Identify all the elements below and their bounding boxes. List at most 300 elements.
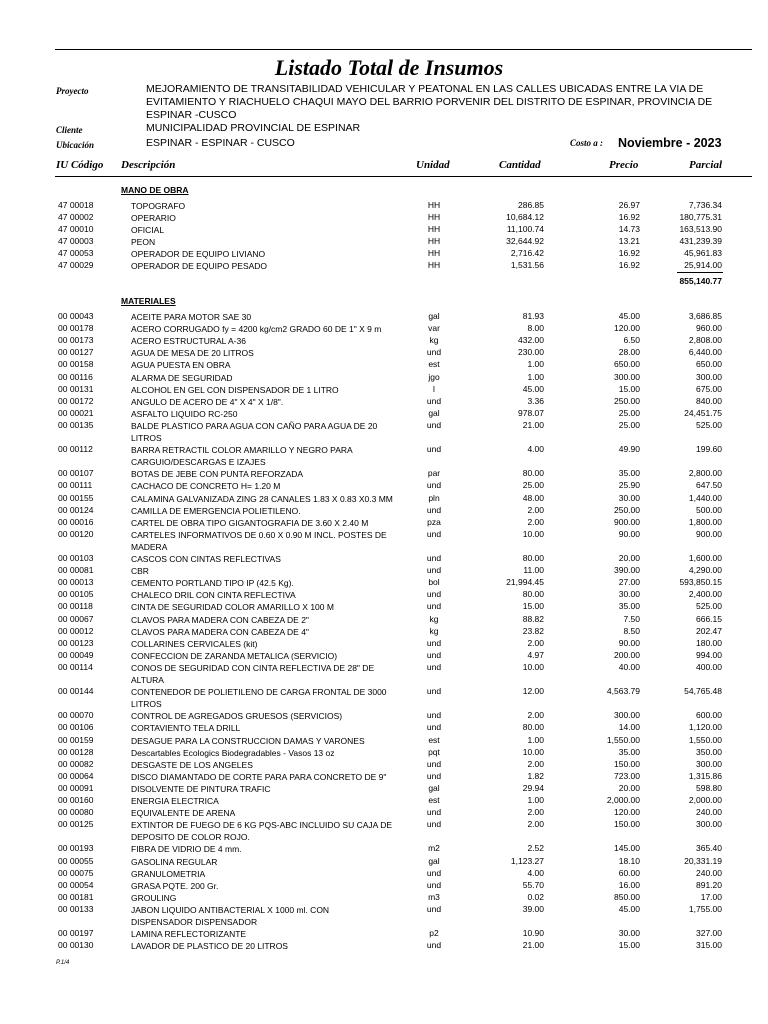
item-unit: und	[426, 940, 442, 951]
item-price: 14.00	[618, 722, 640, 733]
table-row	[0, 868, 768, 880]
item-code: 00 00112	[58, 444, 93, 455]
item-unit: l	[433, 383, 435, 394]
item-quantity: 80.00	[522, 468, 544, 479]
item-description: CARTELES INFORMATIVOS DE 0.60 X 0.90 M INCL. POSTES DE MADERA	[131, 529, 387, 552]
item-quantity: 10.00	[522, 661, 544, 672]
item-unit: est	[428, 795, 440, 805]
item-partial: 525.00	[696, 601, 722, 612]
item-unit: HH	[427, 248, 441, 258]
item-description: EXTINTOR DE FUEGO DE 6 KG PQS-ABC INCLUIDO SU CAJA DE DEPOSITO DE COLOR ROJO.	[131, 820, 393, 843]
item-partial: 45,961.83	[684, 248, 722, 258]
item-partial: 1,315.86	[688, 770, 722, 781]
item-price: 25.00	[618, 419, 640, 430]
item-code: 00 00106	[58, 722, 94, 733]
item-quantity: 8.00	[527, 323, 544, 334]
item-description: COLLARINES CERVICALES (kit)	[131, 638, 258, 649]
item-code: 00 00116	[58, 371, 93, 382]
item-quantity: 2.00	[527, 504, 544, 515]
item-description: ACEITE PARA MOTOR SAE 30	[131, 312, 252, 322]
table-row	[0, 384, 768, 396]
table-row	[0, 359, 768, 371]
table-row	[0, 260, 768, 272]
item-description: PEON	[131, 237, 156, 247]
table-row	[0, 759, 768, 771]
item-description: CLAVOS PARA MADERA CON CABEZA DE 2"	[131, 614, 309, 625]
item-price: 20.00	[618, 553, 640, 563]
item-description: BALDE PLASTICO PARA AGUA CON CAÑO PARA AGUA DE 20 LITROS	[131, 420, 378, 443]
item-unit: und	[426, 444, 442, 455]
item-price: 900.00	[614, 516, 640, 527]
item-unit: kg	[429, 335, 439, 346]
page-number: P.1/4	[56, 960, 70, 966]
item-unit: und	[426, 661, 442, 672]
item-unit: und	[426, 819, 442, 830]
table-row	[0, 236, 768, 248]
item-description: Descartables Ecologics Biodegradables - Vasos 13 oz	[131, 747, 335, 758]
item-unit: kg	[429, 625, 439, 636]
item-price: 20.00	[618, 782, 640, 793]
item-description: CONOS DE SEGURIDAD CON CINTA REFLECTIVA DE 28" DE ALTURA	[131, 662, 375, 685]
item-code: 00 00173	[58, 335, 94, 346]
table-row	[0, 638, 768, 650]
item-price: 15.00	[618, 383, 640, 394]
table-row	[0, 722, 768, 734]
item-code: 00 00012	[58, 625, 94, 636]
item-quantity: 1.00	[527, 795, 544, 805]
item-description: CBR	[131, 566, 149, 577]
item-price: 300.00	[614, 371, 640, 382]
item-description: BOTAS DE JEBE CON PUNTA REFORZADA	[131, 469, 304, 480]
item-partial: 1,440.00	[688, 492, 722, 503]
table-row	[0, 444, 768, 468]
table-row	[0, 819, 768, 843]
item-description: GASOLINA REGULAR	[131, 856, 218, 867]
item-price: 28.00	[618, 347, 640, 358]
item-description: JABON LIQUIDO ANTIBACTERIAL X 1000 ml. CON DISPENSADOR DISPENSADOR	[131, 904, 330, 927]
item-quantity: 11,100.74	[506, 224, 544, 234]
item-partial: 350.00	[696, 746, 722, 757]
item-code: 00 00103	[58, 553, 94, 563]
item-description: CONTENEDOR DE POLIETILENO DE CARGA FRONTAL DE 3000 LITROS	[131, 687, 387, 710]
col-descripcion: Descripción	[121, 159, 176, 171]
table-row	[0, 577, 768, 589]
item-quantity: 32,644.92	[506, 236, 544, 246]
item-quantity: 10,684.12	[506, 212, 544, 222]
item-code: 00 00114	[58, 661, 93, 672]
item-description: OFICIAL	[131, 225, 165, 235]
col-unidad: Unidad	[416, 159, 450, 171]
table-row	[0, 372, 768, 384]
item-code: 47 00029	[58, 260, 94, 270]
item-code: 00 00021	[58, 407, 94, 418]
item-code: 00 00131	[58, 383, 94, 394]
item-code: 00 00135	[58, 419, 94, 430]
item-code: 00 00091	[58, 782, 94, 793]
item-partial: 24,451.75	[684, 407, 722, 418]
item-price: 145.00	[614, 843, 640, 854]
item-description: CHALECO DRIL CON CINTA REFLECTIVA	[131, 590, 296, 601]
item-unit: und	[426, 807, 442, 818]
table-row	[0, 565, 768, 577]
item-price: 15.00	[618, 940, 640, 951]
item-code: 00 00080	[58, 807, 94, 818]
item-quantity: 230.00	[518, 347, 544, 358]
item-description: CALAMINA GALVANIZADA ZING 28 CANALES 1.83 X 0.83 X0.3 MM	[131, 493, 393, 504]
item-description: LAMINA REFLECTORIZANTE	[131, 929, 247, 940]
item-code: 00 00144	[58, 686, 94, 697]
item-price: 90.00	[618, 637, 640, 648]
item-price: 650.00	[614, 359, 640, 370]
item-price: 45.00	[618, 903, 640, 914]
item-unit: und	[426, 565, 442, 576]
item-partial: 17.00	[700, 891, 722, 902]
item-price: 49.90	[618, 444, 640, 455]
table-row	[0, 396, 768, 408]
table-row	[0, 880, 768, 892]
item-unit: gal	[428, 855, 440, 866]
item-price: 2,000.00	[606, 795, 640, 805]
item-quantity: 1.00	[527, 734, 544, 745]
item-quantity: 21,994.45	[506, 577, 544, 588]
costo-date: Noviembre - 2023	[618, 136, 722, 150]
item-unit: HH	[427, 200, 441, 210]
table-row	[0, 795, 768, 807]
item-code: 00 00055	[58, 855, 94, 866]
table-row	[0, 710, 768, 722]
item-price: 60.00	[618, 867, 640, 878]
item-price: 300.00	[614, 710, 640, 721]
item-quantity: 80.00	[522, 553, 544, 563]
item-unit: bol	[428, 577, 440, 588]
item-description: OPERARIO	[131, 213, 176, 223]
item-unit: m2	[428, 843, 440, 854]
table-row	[0, 480, 768, 492]
item-price: 8.50	[623, 625, 640, 636]
item-description: CACHACO DE CONCRETO H= 1.20 M	[131, 481, 281, 492]
item-code: 47 00018	[58, 200, 94, 210]
item-code: 00 00123	[58, 637, 94, 648]
item-price: 16.00	[618, 879, 640, 890]
table-row	[0, 601, 768, 613]
table-row	[0, 408, 768, 420]
item-description: BARRA RETRACTIL COLOR AMARILLO Y NEGRO PARA CARGUIO/DESCARGAS E IZAJES	[131, 445, 353, 468]
table-row	[0, 807, 768, 819]
item-partial: 500.00	[696, 504, 722, 515]
item-description: ALCOHOL EN GEL CON DISPENSADOR DE 1 LITRO	[131, 384, 339, 395]
item-unit: pza	[427, 516, 441, 527]
item-code: 00 00120	[58, 528, 94, 539]
item-quantity: 2.00	[527, 819, 544, 830]
item-partial: 2,000.00	[688, 795, 722, 805]
item-quantity: 11.00	[523, 565, 544, 576]
item-unit: und	[426, 528, 442, 539]
section-materiales: MATERIALES	[121, 296, 176, 306]
proyecto-line: ESPINAR -CUSCO	[146, 109, 237, 121]
item-unit: gal	[428, 311, 440, 321]
table-row	[0, 528, 768, 552]
section-mano-de-obra: MANO DE OBRA	[121, 185, 189, 195]
item-partial: 6,440.00	[688, 347, 722, 358]
item-quantity: 2.00	[527, 637, 544, 648]
item-unit: und	[426, 879, 442, 890]
item-partial: 900.00	[696, 528, 722, 539]
item-description: ASFALTO LIQUIDO RC-250	[131, 408, 238, 419]
item-unit: est	[428, 359, 440, 370]
item-description: ANGULO DE ACERO DE 4" X 4" X 1/8".	[131, 396, 284, 407]
item-price: 850.00	[614, 891, 640, 902]
table-row	[0, 419, 768, 443]
item-code: 00 00124	[58, 504, 94, 515]
item-description: FIBRA DE VIDRIO DE 4 mm.	[131, 844, 242, 855]
table-row	[0, 940, 768, 952]
item-partial: 675.00	[696, 383, 722, 394]
item-unit: und	[426, 589, 442, 600]
table-row	[0, 224, 768, 236]
table-row	[0, 335, 768, 347]
item-price: 90.00	[618, 528, 640, 539]
table-row	[0, 892, 768, 904]
item-code: 00 00133	[58, 903, 94, 914]
table-row	[0, 468, 768, 480]
item-description: DISCO DIAMANTADO DE CORTE PARA PARA CONCRETO DE 9"	[131, 771, 387, 782]
item-quantity: 23.82	[522, 625, 544, 636]
item-quantity: 2.00	[527, 516, 544, 527]
item-partial: 300.00	[696, 819, 722, 830]
item-unit: est	[428, 734, 440, 745]
table-row	[0, 686, 768, 710]
costo-label: Costo a :	[570, 138, 604, 148]
table-row	[0, 856, 768, 868]
table-row	[0, 347, 768, 359]
item-partial: 327.00	[696, 928, 722, 939]
item-quantity: 25.00	[522, 480, 544, 491]
item-code: 00 00111	[58, 480, 93, 491]
item-price: 1,550.00	[606, 734, 640, 745]
item-quantity: 4.00	[527, 867, 544, 878]
item-unit: und	[426, 480, 442, 491]
item-code: 00 00067	[58, 613, 94, 624]
item-quantity: 10.00	[522, 746, 544, 757]
item-partial: 25,914.00	[684, 260, 722, 270]
item-code: 00 00158	[58, 359, 94, 370]
item-unit: m3	[428, 891, 440, 902]
item-partial: 163,513.90	[679, 224, 722, 234]
item-partial: 365.40	[696, 843, 722, 854]
cliente-label: Cliente	[56, 125, 83, 135]
item-quantity: 45.00	[522, 383, 544, 394]
item-unit: gal	[428, 782, 440, 793]
item-price: 27.00	[618, 577, 640, 588]
item-partial: 598.80	[696, 782, 722, 793]
item-partial: 20,331.19	[684, 855, 722, 866]
item-description: CLAVOS PARA MADERA CON CABEZA DE 4"	[131, 626, 309, 637]
item-unit: par	[427, 468, 441, 479]
item-unit: und	[426, 419, 442, 430]
item-description: ENERGIA ELECTRICA	[131, 796, 219, 806]
item-description: AGUA PUESTA EN OBRA	[131, 360, 231, 371]
item-code: 00 00070	[58, 710, 94, 721]
item-unit: und	[426, 710, 442, 721]
item-price: 150.00	[614, 758, 640, 769]
item-code: 00 00125	[58, 819, 94, 830]
item-quantity: 55.70	[522, 879, 544, 890]
item-price: 35.00	[618, 468, 640, 479]
subtotal-rule	[677, 272, 723, 273]
item-partial: 240.00	[696, 867, 722, 878]
item-code: 47 00010	[58, 224, 94, 234]
item-price: 250.00	[614, 504, 640, 515]
item-description: LAVADOR DE PLASTICO DE 20 LITROS	[131, 941, 288, 952]
item-price: 250.00	[614, 395, 640, 406]
item-quantity: 0.02	[527, 891, 544, 902]
item-price: 200.00	[614, 649, 640, 660]
item-code: 00 00049	[58, 649, 94, 660]
item-quantity: 4.00	[527, 444, 544, 455]
item-price: 13.21	[618, 236, 640, 246]
item-unit: und	[426, 867, 442, 878]
item-price: 723.00	[614, 770, 640, 781]
item-partial: 650.00	[696, 359, 722, 370]
item-unit: p2	[429, 928, 439, 939]
item-code: 00 00064	[58, 770, 94, 781]
item-partial: 1,755.00	[688, 903, 722, 914]
table-row	[0, 323, 768, 335]
item-partial: 1,800.00	[688, 516, 722, 527]
item-price: 25.90	[618, 480, 640, 491]
item-unit: HH	[427, 260, 441, 270]
item-partial: 1,550.00	[688, 734, 722, 745]
item-code: 00 00130	[58, 940, 94, 951]
item-quantity: 2.00	[527, 710, 544, 721]
item-code: 00 00105	[58, 589, 94, 600]
item-partial: 202.47	[696, 625, 722, 636]
item-description: CINTA DE SEGURIDAD COLOR AMARILLO X 100 M	[131, 602, 334, 613]
item-price: 7.50	[623, 613, 640, 624]
item-quantity: 1.00	[527, 371, 544, 382]
table-row	[0, 771, 768, 783]
item-partial: 994.00	[696, 649, 722, 660]
item-quantity: 432.00	[518, 335, 544, 346]
item-quantity: 21.00	[522, 419, 544, 430]
item-partial: 54,765.48	[684, 686, 722, 697]
item-description: DESAGUE PARA LA CONSTRUCCION DAMAS Y VARONES	[131, 735, 365, 746]
item-price: 16.92	[618, 260, 640, 270]
item-unit: pqt	[428, 746, 440, 757]
item-quantity: 286.85	[518, 200, 544, 210]
cliente-value: MUNICIPALIDAD PROVINCIAL DE ESPINAR	[146, 122, 361, 134]
item-quantity: 81.93	[522, 311, 544, 321]
item-price: 35.00	[618, 601, 640, 612]
table-row	[0, 517, 768, 529]
table-row	[0, 200, 768, 212]
item-price: 45.00	[618, 311, 640, 321]
item-unit: gal	[428, 407, 440, 418]
item-quantity: 2.00	[527, 758, 544, 769]
item-code: 00 00155	[58, 492, 94, 503]
col-iu-codigo: IU Código	[56, 159, 104, 171]
ubicacion-label: Ubicación	[56, 140, 94, 150]
item-code: 00 00197	[58, 928, 94, 939]
item-unit: und	[426, 903, 442, 914]
item-unit: und	[426, 601, 442, 612]
item-partial: 2,808.00	[688, 335, 722, 346]
item-code: 00 00013	[58, 577, 94, 588]
table-row	[0, 626, 768, 638]
item-description: EQUIVALENTE DE ARENA	[131, 808, 236, 819]
item-code: 00 00054	[58, 879, 94, 890]
table-row	[0, 928, 768, 940]
item-partial: 525.00	[696, 419, 722, 430]
item-partial: 666.15	[696, 613, 722, 624]
col-precio: Precio	[609, 159, 639, 171]
item-partial: 1,600.00	[688, 553, 722, 563]
item-description: CONFECCION DE ZARANDA METALICA (SERVICIO)	[131, 650, 338, 661]
col-parcial: Parcial	[689, 159, 722, 171]
item-code: 00 00178	[58, 323, 94, 334]
item-description: CAMILLA DE EMERGENCIA POLIETILENO.	[131, 505, 301, 516]
table-row	[0, 650, 768, 662]
item-partial: 960.00	[696, 323, 722, 334]
item-quantity: 1,123.27	[510, 855, 544, 866]
item-code: 00 00172	[58, 395, 94, 406]
item-price: 26.97	[618, 200, 640, 210]
item-price: 30.00	[618, 492, 640, 503]
item-description: GROULING	[131, 892, 177, 903]
item-code: 47 00053	[58, 248, 94, 258]
item-quantity: 80.00	[522, 589, 544, 600]
item-quantity: 2.00	[527, 807, 544, 818]
item-description: AGUA DE MESA DE 20 LITROS	[131, 348, 254, 359]
item-code: 00 00081	[58, 565, 94, 576]
item-quantity: 80.00	[522, 722, 544, 733]
item-price: 390.00	[614, 565, 640, 576]
item-partial: 7,736.34	[688, 200, 722, 210]
table-row	[0, 248, 768, 260]
item-price: 4,563.79	[606, 686, 640, 697]
table-row	[0, 747, 768, 759]
item-partial: 315.00	[696, 940, 722, 951]
item-partial: 1,120.00	[688, 722, 722, 733]
item-partial: 300.00	[696, 758, 722, 769]
item-code: 00 00016	[58, 516, 94, 527]
item-unit: und	[426, 347, 442, 358]
item-quantity: 15.00	[522, 601, 544, 612]
table-row	[0, 493, 768, 505]
table-row	[0, 505, 768, 517]
item-code: 00 00082	[58, 758, 94, 769]
item-quantity: 1.82	[527, 770, 544, 781]
item-quantity: 2,716.42	[510, 248, 544, 258]
item-description: ACERO ESTRUCTURAL A-36	[131, 336, 246, 347]
item-code: 00 00043	[58, 311, 94, 321]
table-row	[0, 903, 768, 927]
item-code: 00 00127	[58, 347, 94, 358]
item-description: CASCOS CON CINTAS REFLECTIVAS	[131, 554, 281, 564]
mano-de-obra-subtotal: 855,140.77	[679, 276, 722, 286]
item-unit: jgo	[428, 371, 440, 382]
item-description: GRASA PQTE. 200 Gr.	[131, 880, 219, 891]
item-partial: 180,775.31	[679, 212, 722, 222]
item-price: 35.00	[618, 746, 640, 757]
item-unit: und	[426, 770, 442, 781]
table-row	[0, 614, 768, 626]
table-row	[0, 553, 768, 565]
item-description: CARTEL DE OBRA TIPO GIGANTOGRAFIA DE 3.60 X 2.40 M	[131, 517, 369, 528]
table-row	[0, 311, 768, 323]
item-price: 25.00	[618, 407, 640, 418]
table-row	[0, 589, 768, 601]
